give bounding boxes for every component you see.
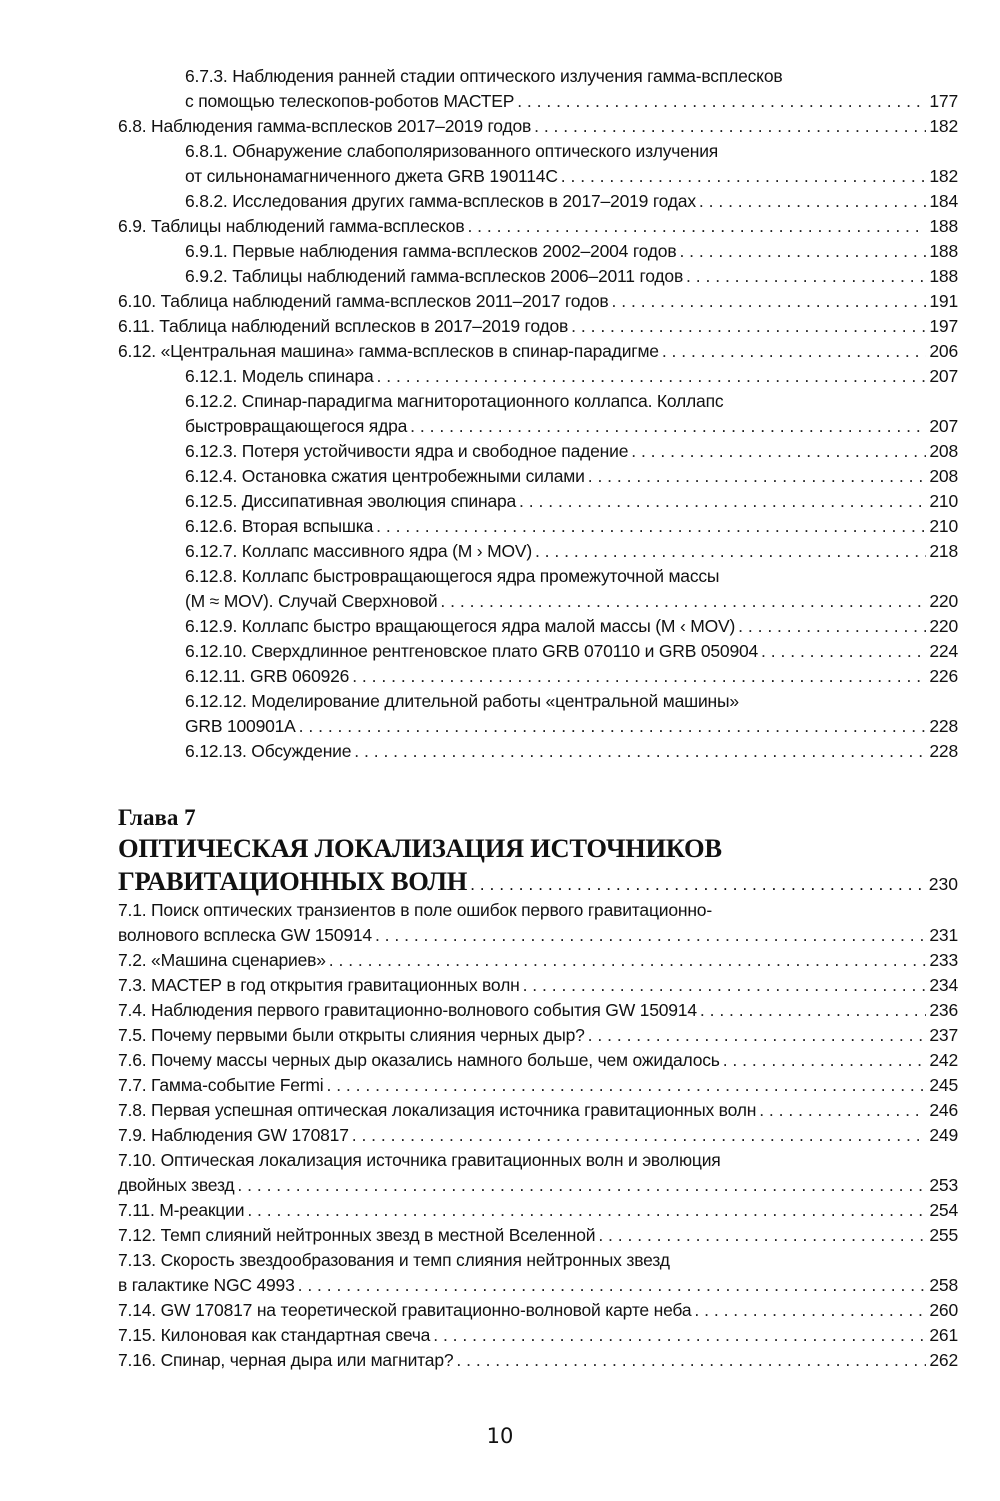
toc-entry-label: 6.12.10. Сверхдлинное рентгеновское плато GRB 070110 и GRB 050904 [185, 641, 759, 661]
toc-page-number: 254 [929, 1200, 958, 1220]
toc-entry-7-13[interactable] [118, 1273, 958, 1298]
toc-entry-6-7-3[interactable] [118, 89, 958, 114]
toc-entry-6-12-12-line1: 6.12.12. Моделирование длительной работы «центральной машины» [185, 691, 739, 711]
toc-entry-label: от сильнонамагниченного джета GRB 190114C [185, 166, 558, 186]
toc-entry-6-10[interactable] [118, 289, 958, 314]
dot-leader [326, 1073, 926, 1098]
toc-entry-6-12[interactable] [118, 339, 958, 364]
toc-entry-label: 6.12.6. Вторая вспышка [185, 516, 374, 536]
toc-page-number: 182 [929, 166, 958, 186]
toc-page-number: 197 [929, 316, 958, 336]
dot-leader [470, 874, 926, 895]
page-number: 10 [486, 1424, 514, 1448]
toc-page-number: 242 [929, 1050, 958, 1070]
toc-page-number: 245 [929, 1075, 958, 1095]
toc-entry-label: (M ≈ MOV). Случай Сверхновой [185, 591, 438, 611]
toc-page-number: 233 [929, 950, 958, 970]
chapter-7-section [118, 804, 958, 1373]
dot-leader [686, 264, 926, 289]
toc-entry-6-7-3-line1: 6.7.3. Наблюдения ранней стадии оптического излучения гамма-всплесков [185, 66, 783, 86]
toc-entry-7-16[interactable] [118, 1348, 958, 1373]
toc-page-number: 236 [929, 1000, 958, 1020]
dot-leader [612, 289, 927, 314]
toc-entry-7-15[interactable] [118, 1323, 958, 1348]
toc-entry-6-12-2[interactable] [118, 414, 958, 439]
dot-leader [519, 489, 926, 514]
toc-page-number: 188 [929, 266, 958, 286]
toc-page-number: 262 [929, 1350, 958, 1370]
dot-leader [694, 1298, 926, 1323]
toc-page-number: 253 [929, 1175, 958, 1195]
dot-leader [247, 1198, 926, 1223]
dot-leader [440, 589, 926, 614]
dot-leader [375, 923, 926, 948]
toc-entry-label: 7.11. M-реакции [118, 1200, 245, 1220]
toc-entry-7-1[interactable] [118, 923, 958, 948]
toc-page-number: 261 [929, 1325, 958, 1345]
toc-entry-6-12-5[interactable] [118, 489, 958, 514]
dot-leader [699, 189, 927, 214]
toc-entry-label: 7.2. «Машина сценариев» [118, 950, 326, 970]
toc-entry-label: 6.12.4. Остановка сжатия центробежными силами [185, 466, 585, 486]
toc-page-number: 234 [929, 975, 958, 995]
toc-entry-label: 7.6. Почему массы черных дыр оказались намного больше, чем ожидалось [118, 1050, 720, 1070]
dot-leader [352, 664, 926, 689]
toc-entry-label: 7.7. Гамма-событие Fermi [118, 1075, 324, 1095]
toc-entry-label: 6.12.11. GRB 060926 [185, 666, 350, 686]
dot-leader [761, 639, 926, 664]
toc-entry-7-5[interactable] [118, 1023, 958, 1048]
toc-entry-6-9[interactable] [118, 214, 958, 239]
toc-entry-label: 6.8.2. Исследования других гамма-всплесков в 2017–2019 годах [185, 191, 696, 211]
toc-entry-label: 6.12. «Центральная машина» гамма-всплесков в спинар-парадигме [118, 341, 659, 361]
dot-leader [738, 614, 926, 639]
toc-page-number: 260 [929, 1300, 958, 1320]
dot-leader [467, 214, 926, 239]
toc-page-number: 228 [929, 716, 958, 736]
chapter-title-row[interactable] [118, 865, 958, 898]
toc-entry-7-6[interactable] [118, 1048, 958, 1073]
toc-entry-6-12-7[interactable] [118, 539, 958, 564]
toc-page-number: 226 [929, 666, 958, 686]
toc-entry-7-2[interactable] [118, 948, 958, 973]
toc-entry-7-10[interactable] [118, 1173, 958, 1198]
toc-entry-label: быстровращающегося ядра [185, 416, 408, 436]
dot-leader [571, 314, 926, 339]
toc-entry-6-12-8[interactable] [118, 589, 958, 614]
table-of-contents [118, 64, 958, 1373]
toc-entry-6-11[interactable] [118, 314, 958, 339]
dot-leader [410, 414, 926, 439]
dot-leader [679, 239, 926, 264]
dot-leader [561, 164, 927, 189]
dot-leader [433, 1323, 926, 1348]
toc-entry-6-12-9[interactable] [118, 614, 958, 639]
dot-leader [534, 114, 926, 139]
toc-page-number: 191 [929, 291, 958, 311]
dot-leader [523, 973, 927, 998]
toc-page-number: 188 [929, 241, 958, 261]
dot-leader [377, 364, 927, 389]
toc-entry-7-12[interactable] [118, 1223, 958, 1248]
toc-entry-6-12-6[interactable] [118, 514, 958, 539]
toc-entry-6-8-2[interactable] [118, 189, 958, 214]
chapter-number: Глава 7 [118, 805, 196, 830]
toc-entry-7-8[interactable] [118, 1098, 958, 1123]
dot-leader [723, 1048, 927, 1073]
toc-page-number: 188 [929, 216, 958, 236]
toc-page-number: 177 [929, 91, 958, 111]
toc-page-number: 208 [929, 466, 958, 486]
toc-entry-6-9-1[interactable] [118, 239, 958, 264]
toc-entry-label: 7.5. Почему первыми были открыты слияния черных дыр? [118, 1025, 585, 1045]
toc-page-number: 246 [929, 1100, 958, 1120]
toc-page-number: 231 [929, 925, 958, 945]
toc-page-number: 182 [929, 116, 958, 136]
toc-entry-label: 6.12.5. Диссипативная эволюция спинара [185, 491, 517, 511]
toc-entry-label: 6.12.7. Коллапс массивного ядра (M › MOV) [185, 541, 532, 561]
toc-page-number: 207 [929, 366, 958, 386]
toc-entry-6-8[interactable] [118, 114, 958, 139]
toc-entry-label: 7.9. Наблюдения GW 170817 [118, 1125, 349, 1145]
dot-leader [535, 539, 926, 564]
dot-leader [329, 948, 927, 973]
toc-entry-7-14[interactable] [118, 1298, 958, 1323]
toc-entry-7-3[interactable] [118, 973, 958, 998]
toc-entry-7-11[interactable] [118, 1198, 958, 1223]
toc-page-number: 255 [929, 1225, 958, 1245]
toc-page-number: 220 [929, 616, 958, 636]
toc-entry-6-12-12[interactable] [118, 714, 958, 739]
toc-page-number: 258 [929, 1275, 958, 1295]
toc-entry-7-4[interactable] [118, 998, 958, 1023]
toc-entry-label: в галактике NGC 4993 [118, 1275, 295, 1295]
dot-leader [588, 464, 927, 489]
toc-entry-label: 6.10. Таблица наблюдений гамма-всплесков 2011–2017 годов [118, 291, 609, 311]
toc-entry-label: 7.15. Килоновая как стандартная свеча [118, 1325, 431, 1345]
toc-page-number: 224 [929, 641, 958, 661]
dot-leader [588, 1023, 927, 1048]
toc-entry-label: 7.14. GW 170817 на теоретической гравитационно-волновой карте неба [118, 1300, 692, 1320]
dot-leader [662, 339, 927, 364]
toc-entry-label: 6.9.1. Первые наблюдения гамма-всплесков 2002–2004 годов [185, 241, 677, 261]
toc-page-number: 249 [929, 1125, 958, 1145]
dot-leader [299, 714, 927, 739]
toc-entry-label: 7.8. Первая успешная оптическая локализация источника гравитационных волн [118, 1100, 757, 1120]
toc-entry-label: 6.9.2. Таблицы наблюдений гамма-всплесков 2006–2011 годов [185, 266, 684, 286]
toc-entry-label: 6.11. Таблица наблюдений всплесков в 2017–2019 годов [118, 316, 569, 336]
toc-entry-6-9-2[interactable] [118, 264, 958, 289]
toc-page-number: 207 [929, 416, 958, 436]
toc-entry-7-1-line1: 7.1. Поиск оптических транзиентов в поле ошибок первого гравитационно- [118, 900, 712, 920]
toc-entry-label: 6.12.1. Модель спинара [185, 366, 374, 386]
toc-entry-label: 6.12.9. Коллапс быстро вращающегося ядра малой массы (M ‹ MOV) [185, 616, 736, 636]
chapter-title-line1: ОПТИЧЕСКАЯ ЛОКАЛИЗАЦИЯ ИСТОЧНИКОВ [118, 833, 722, 863]
chapter-title-line2: ГРАВИТАЦИОННЫХ ВОЛН [118, 866, 468, 896]
toc-entry-label: двойных звезд [118, 1175, 235, 1195]
dot-leader [298, 1273, 927, 1298]
dot-leader [237, 1173, 926, 1198]
toc-entry-6-12-13[interactable] [118, 739, 958, 764]
toc-entry-6-12-10[interactable] [118, 639, 958, 664]
dot-leader [352, 1123, 927, 1148]
dot-leader [456, 1348, 926, 1373]
toc-entry-label: 6.12.3. Потеря устойчивости ядра и свободное падение [185, 441, 629, 461]
toc-entry-6-12-8-line1: 6.12.8. Коллапс быстровращающегося ядра промежуточной массы [185, 566, 720, 586]
toc-entry-label: 7.12. Темп слияний нейтронных звезд в местной Вселенной [118, 1225, 596, 1245]
toc-page-number: 220 [929, 591, 958, 611]
toc-page-number: 184 [929, 191, 958, 211]
toc-page-number: 210 [929, 491, 958, 511]
dot-leader [759, 1098, 926, 1123]
toc-entry-6-8-1[interactable] [118, 164, 958, 189]
toc-entry-6-8-1-line1: 6.8.1. Обнаружение слабополяризованного оптического излучения [185, 141, 719, 161]
toc-entry-label: 6.8. Наблюдения гамма-всплесков 2017–2019 годов [118, 116, 532, 136]
toc-entry-6-12-4[interactable] [118, 464, 958, 489]
toc-entry-label: 6.12.13. Обсуждение [185, 741, 352, 761]
toc-entry-6-12-11[interactable] [118, 664, 958, 689]
toc-entry-6-12-2-line1: 6.12.2. Спинар-парадигма магниторотационного коллапса. Коллапс [185, 391, 724, 411]
toc-entry-label: с помощью телескопов-роботов МАСТЕР [185, 91, 515, 111]
toc-entry-7-7[interactable] [118, 1073, 958, 1098]
dot-leader [598, 1223, 926, 1248]
dot-leader [517, 89, 926, 114]
toc-entry-label: волнового всплеска GW 150914 [118, 925, 372, 945]
dot-leader [700, 998, 927, 1023]
toc-page-number: 230 [928, 874, 958, 894]
toc-entry-6-12-1[interactable] [118, 364, 958, 389]
toc-entry-label: GRB 100901A [185, 716, 296, 736]
toc-entry-label: 7.3. МАСТЕР в год открытия гравитационных волн [118, 975, 520, 995]
toc-page-number: 228 [929, 741, 958, 761]
toc-entry-6-12-3[interactable] [118, 439, 958, 464]
toc-entry-7-13-line1: 7.13. Скорость звездообразования и темп слияния нейтронных звезд [118, 1250, 670, 1270]
toc-entry-label: 7.4. Наблюдения первого гравитационно-волнового события GW 150914 [118, 1000, 697, 1020]
toc-page-number: 206 [929, 341, 958, 361]
dot-leader [631, 439, 926, 464]
toc-entry-7-10-line1: 7.10. Оптическая локализация источника гравитационных волн и эволюция [118, 1150, 721, 1170]
dot-leader [354, 739, 926, 764]
toc-page-number: 218 [929, 541, 958, 561]
toc-page-number: 210 [929, 516, 958, 536]
toc-entry-7-9[interactable] [118, 1123, 958, 1148]
dot-leader [376, 514, 926, 539]
toc-entry-label: 6.9. Таблицы наблюдений гамма-всплесков [118, 216, 465, 236]
toc-page-number: 237 [929, 1025, 958, 1045]
toc-entry-label: 7.16. Спинар, черная дыра или магнитар? [118, 1350, 454, 1370]
toc-page-number: 208 [929, 441, 958, 461]
